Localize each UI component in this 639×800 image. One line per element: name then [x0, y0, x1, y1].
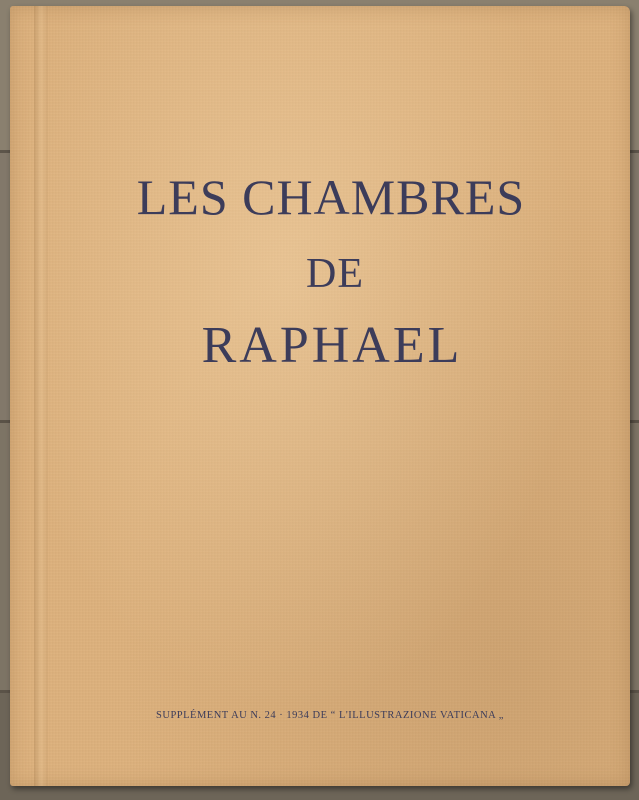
book-cover	[10, 6, 630, 786]
book-spine-crease	[34, 6, 48, 786]
supplement-caption: SUPPLÉMENT AU N. 24 · 1934 DE “ L'ILLUSTRAZIONE VATICANA „	[156, 710, 504, 721]
title-line-de: DE	[306, 251, 364, 297]
title-line-raphael: RAPHAEL	[201, 317, 463, 374]
title-line-les-chambres: LES CHAMBRES	[136, 169, 526, 225]
